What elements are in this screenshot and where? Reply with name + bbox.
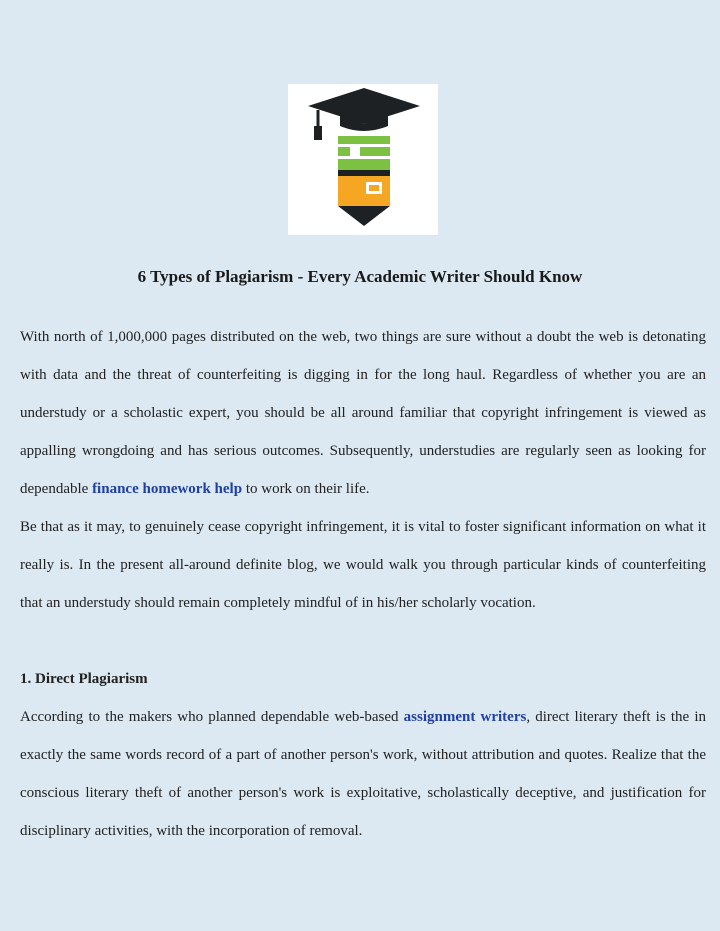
assignment-writers-link[interactable]: assignment writers: [403, 709, 527, 725]
page-title: 6 Types of Plagiarism - Every Academic Writer Should Know: [137, 267, 583, 286]
graduation-cap-pencil-icon: [288, 84, 438, 235]
finance-homework-help-link[interactable]: finance homework help: [92, 481, 243, 497]
section-text-before-link: According to the makers who planned dependable web-based: [20, 709, 404, 725]
intro-text-after-link: to work on their life.: [242, 481, 370, 497]
intro-paragraph-2: Be that as it may, to genuinely cease copyright infringement, it is vital to foster significant information on what it really is. In the present all-around definite blog, we would walk you through particular kinds of counterfeiting that an understudy should remain completely mindful of in his/her scholarly vocation.: [20, 519, 706, 611]
intro-text-before-link: With north of 1,000,000 pages distributed on the web, two things are sure without a doubt the web is detonating with data and the threat of counterfeiting is digging in for the long haul. Regardless of whether you are an understudy or a scholastic expert, you should be all around familiar that copyright infringement is viewed as appalling wrongdoing and has serious outcomes. Subsequently, understudies are regularly seen as looking for dependable: [20, 329, 706, 497]
section-text-after-link: , direct literary theft is the in exactly the same words record of a part of another person's work, without attribution and quotes. Realize that the conscious literary theft of another person's work is exploitative, scholastically deceptive, and justification for disciplinary activities, with the incorporation of removal.: [20, 709, 706, 839]
logo: [288, 84, 438, 235]
section-paragraph-direct-plagiarism: [20, 698, 706, 850]
article-body: [20, 318, 706, 850]
intro-paragraph-1: [20, 318, 706, 508]
section-spacer: [20, 622, 706, 660]
section-heading-direct-plagiarism: 1. Direct Plagiarism: [20, 671, 148, 687]
